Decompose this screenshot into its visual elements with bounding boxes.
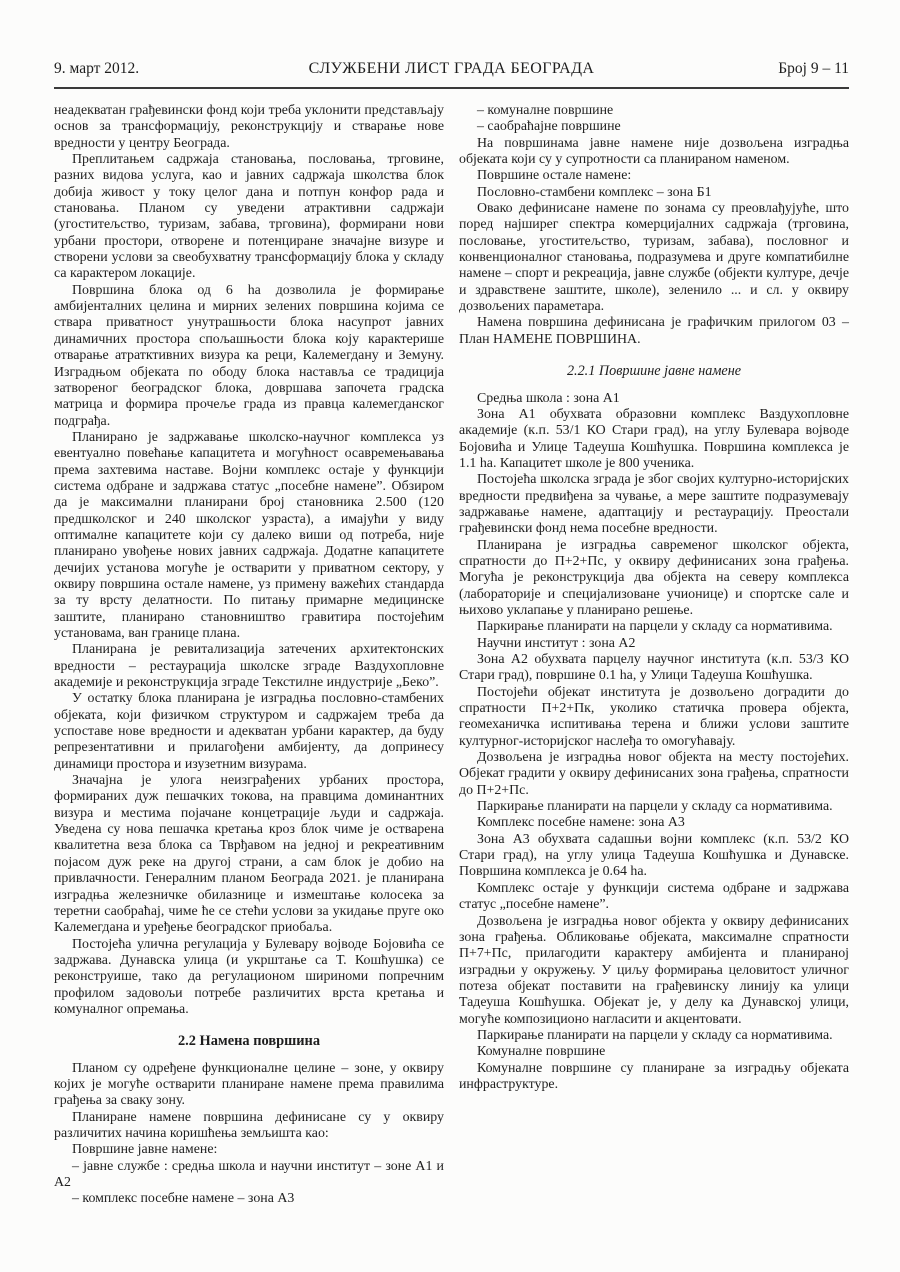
paragraph: Планиране намене површина дефинисане су у оквиру различитих начина коришћења земљишта као:	[54, 1109, 444, 1141]
section-heading: 2.2 Намена површина	[177, 1033, 321, 1050]
paragraph: – комплекс посебне намене – зона А3	[72, 1191, 295, 1207]
paragraph: Дозвољена је изградња новог објекта на месту постојећих. Објекат градити у оквиру дефинисаних зона грађења, спратности до П+2+Пс.	[459, 750, 849, 798]
paragraph: Планом су одређене функционалне целине – зоне, у оквиру којих је могуће остварити планиране намене према правилима грађења за сваку зону.	[54, 1060, 444, 1109]
page-header	[54, 60, 849, 89]
paragraph: Значајна је улога неизграђених урбаних простора, формираних дуж пешачких токова, на правцима доминантних визура и местима појачане концетрације људи и садржаја. Уведена су нова пешачка кретања кроз блок чиме је остварена квалитетна веза блока са Тврђавом на једној и рекреативним појасом дуж реке на другој страни, а сам блок је добио на привлачности. Генералним планом Београда 2021. је планирана изградња железничке обилазнице и измештање колосека за теретни саобраћај, чиме ће се стећи услови за укидање пруге око Калемегдана и уређење београдског приобаља.	[54, 773, 444, 936]
paragraph: Зона А1 обухвата образовни комплекс Ваздухопловне академије (к.п. 53/1 КО Стари град), на углу Булевара војводе Бојовића и Улице Тадеуша Кошћушка. Површина комплекса је 1.1 ha. Капацитет школе је 800 ученика.	[459, 406, 849, 471]
left-column	[54, 103, 444, 1208]
paragraph: Пословно-стамбени комплекс – зона Б1	[477, 184, 712, 200]
paragraph: Постојећи објекат института је дозвољено доградити до спратности П+2+Пк, уколико статичка провера објекта, геомеханичка испитивања терена и ближи услови заштите културног-историјског наслеђа то омогућавају.	[459, 684, 849, 749]
paragraph: – саобраћајне површине	[477, 119, 621, 135]
paragraph: Зона А2 обухвата парцелу научног института (к.п. 53/3 КО Стари град), површине 0.1 ha, у Улици Тадеуша Кошћушка.	[459, 652, 849, 684]
paragraph: Паркирање планирати на парцели у складу са нормативима.	[477, 799, 833, 815]
paragraph: Научни институт : зона А2	[477, 635, 636, 651]
paragraph: Паркирање планирати на парцели у складу са нормативима.	[477, 619, 833, 635]
right-column	[459, 103, 849, 1208]
paragraph: – комуналне површине	[477, 103, 614, 118]
paragraph: Планирана је изградња савременог школског објекта, спратности до П+2+Пс, у оквиру дефинисаних зона грађења. Могућа је реконструкција два објекта на северу комплекса (лабораторије и специјализоване учионице) и спортске сале и њихово уклапање у планирано решење.	[459, 537, 849, 618]
paragraph: Комуналне површине	[477, 1044, 606, 1060]
paragraph: Дозвољена је изградња новог објекта у оквиру дефинисаних зона грађења. Обликовање објеката, максималне спратности П+7+Пс, прилагодити карактеру амбијента и планираној изградњи у окружењу. У циљу формирања целовитост уличног потеза објекат поставити на грађевинску линију ка улици Тадеуша Кошћушка. Објекат је, у делу ка Дунавској улици, могуће композиционо нагласити и акцентовати.	[459, 913, 849, 1027]
paragraph: Постојећа улична регулација у Булевару војводе Бојовића се задржава. Дунавска улица (и укрштање са Т. Кошћушка) се реконструише, тако да регулационом шириноми попречним профилом задовољи потребе различитих врста кретања и комуналног опремања.	[54, 936, 444, 1017]
paragraph: Паркирање планирати на парцели у складу са нормативима.	[477, 1027, 833, 1043]
paragraph: Комплекс посебне намене: зона А3	[477, 815, 685, 831]
page-body	[54, 103, 849, 1208]
paragraph: Комуналне површине су планиране за изградњу објеката инфраструктуре.	[459, 1060, 849, 1092]
paragraph: Површине јавне намене:	[72, 1142, 218, 1158]
paragraph: Средња школа : зона А1	[477, 390, 620, 406]
paragraph: У остатку блока планирана је изградња пословно-стамбених објеката, који физичком структуром и садржајем треба да успоставе нове вредности и адекватан урбани карактер, да буду репрезентативни и прилагођени амбијенту, да допринесу динамици простора и изузетним визурама.	[54, 691, 444, 772]
header-date: 9. март 2012.	[54, 60, 140, 77]
paragraph: На површинама јавне намене није дозвољена изградња објеката који су у супротности са планираном наменом.	[459, 135, 849, 168]
paragraph: Овако дефинисане намене по зонама су преовлађујуће, што поред најширег спектра комерцијалних садржаја (трговина, пословање, угоститељство, туризам, забава), пословног и конвенционалног становања, подразумева и друге компатибилне намене – спорт и рекреација, јавне службе (објекти културе, дечје и здравствене заштите, школе), зеленило ... и сл. у оквиру дозвољених параметара.	[459, 201, 849, 315]
paragraph: неадекватан грађевински фонд који треба уклонити представљају основ за трансформацију, реконструкцију и стварање нове вредности у центру Београда.	[54, 103, 444, 151]
paragraph: Површине остале намене:	[477, 168, 632, 184]
paragraph: Намена површина дефинисана је графичким прилогом 03 – План НАМЕНЕ ПОВРШИНА.	[459, 315, 849, 347]
paragraph: Површина блока од 6 ha дозволила је формирање амбијенталних целина и мирних зелених површина којима се ствара приватност унутрашњости блока насупрот јавних динамичних простора спољашњости блока коју карактерише отварање атратктивних визура ка реци, Калемегдану и Земуну. Изградњом објеката по ободу блока наставља се традиција затвореног београдског блока, довршава започета градска матрица и формира прочеље града из правца калемегданског подграђа.	[54, 282, 444, 429]
paragraph: – јавне службе : средња школа и научни институт – зоне А1 и А2	[54, 1158, 444, 1190]
section-heading: 2.2.1 Површине јавне намене	[566, 363, 742, 380]
paragraph: Комплекс остаје у функцији система одбране и задржава статус „посебне намене”.	[459, 880, 849, 913]
paragraph: Зона А3 обухвата садашњи војни комплекс (к.п. 53/2 КО Стари град), на углу улица Тадеуша Кошћушка и Дунавске. Површина комплекса је 0.64 ha.	[459, 831, 849, 880]
header-title: СЛУЖБЕНИ ЛИСТ ГРАДА БЕОГРАДА	[308, 60, 595, 77]
header-issue-number: Број 9 – 11	[778, 60, 849, 77]
paragraph: Планирано је задржавање школско-научног комплекса уз евентуално повећање капацитета и могућност осавремењавања према захтевима наставе. Војни комплекс остаје у функцији система одбране и задржава статус „посебне намене”. Обзиром да је максимални планирани број становника 2.500 (120 предшколског и 240 школског узраста), а имајући у виду оптималне капацитете који су далеко виши од потреба, није планирано увођење нових јавних садржаја. Додатне капацитете дечијих установа могуће је остварити у приватном сектору, у оквиру површина остале намене, уз примену важећих стандарда за ту врсту делатности. По питању примарне медицинске заштите, планирано становништво гравитира постојећим установама, ван границе плана.	[54, 429, 444, 641]
paragraph: Постојећа школска зграда је због својих културно-историјских вредности предвиђена за чување, а мере заштите подразумевају задржавање намене, адаптацију и рестаурацију. Преостали грађевински фонд нема посебне вредности.	[459, 472, 849, 537]
paragraph: Преплитањем садржаја становања, пословања, трговине, разних видова услуга, као и јавних садржаја школства блок добија живост у току целог дана и потпун конфор рада и становања. Планом су уведени атрактивни садржаји (угоститељство, туризам, забава, трговина), формирани нови урбани простори, отворене и потенциране значајне визуре и створени услови за свеобухватну трансформацију блока у складу са карактером локације.	[54, 152, 444, 282]
paragraph: Планирана је ревитализација затечених архитектонских вредности – рестаурација школске зграде Ваздухопловне академије и реконструкција зграде Текстилне индустрије „Беко”.	[54, 642, 444, 691]
